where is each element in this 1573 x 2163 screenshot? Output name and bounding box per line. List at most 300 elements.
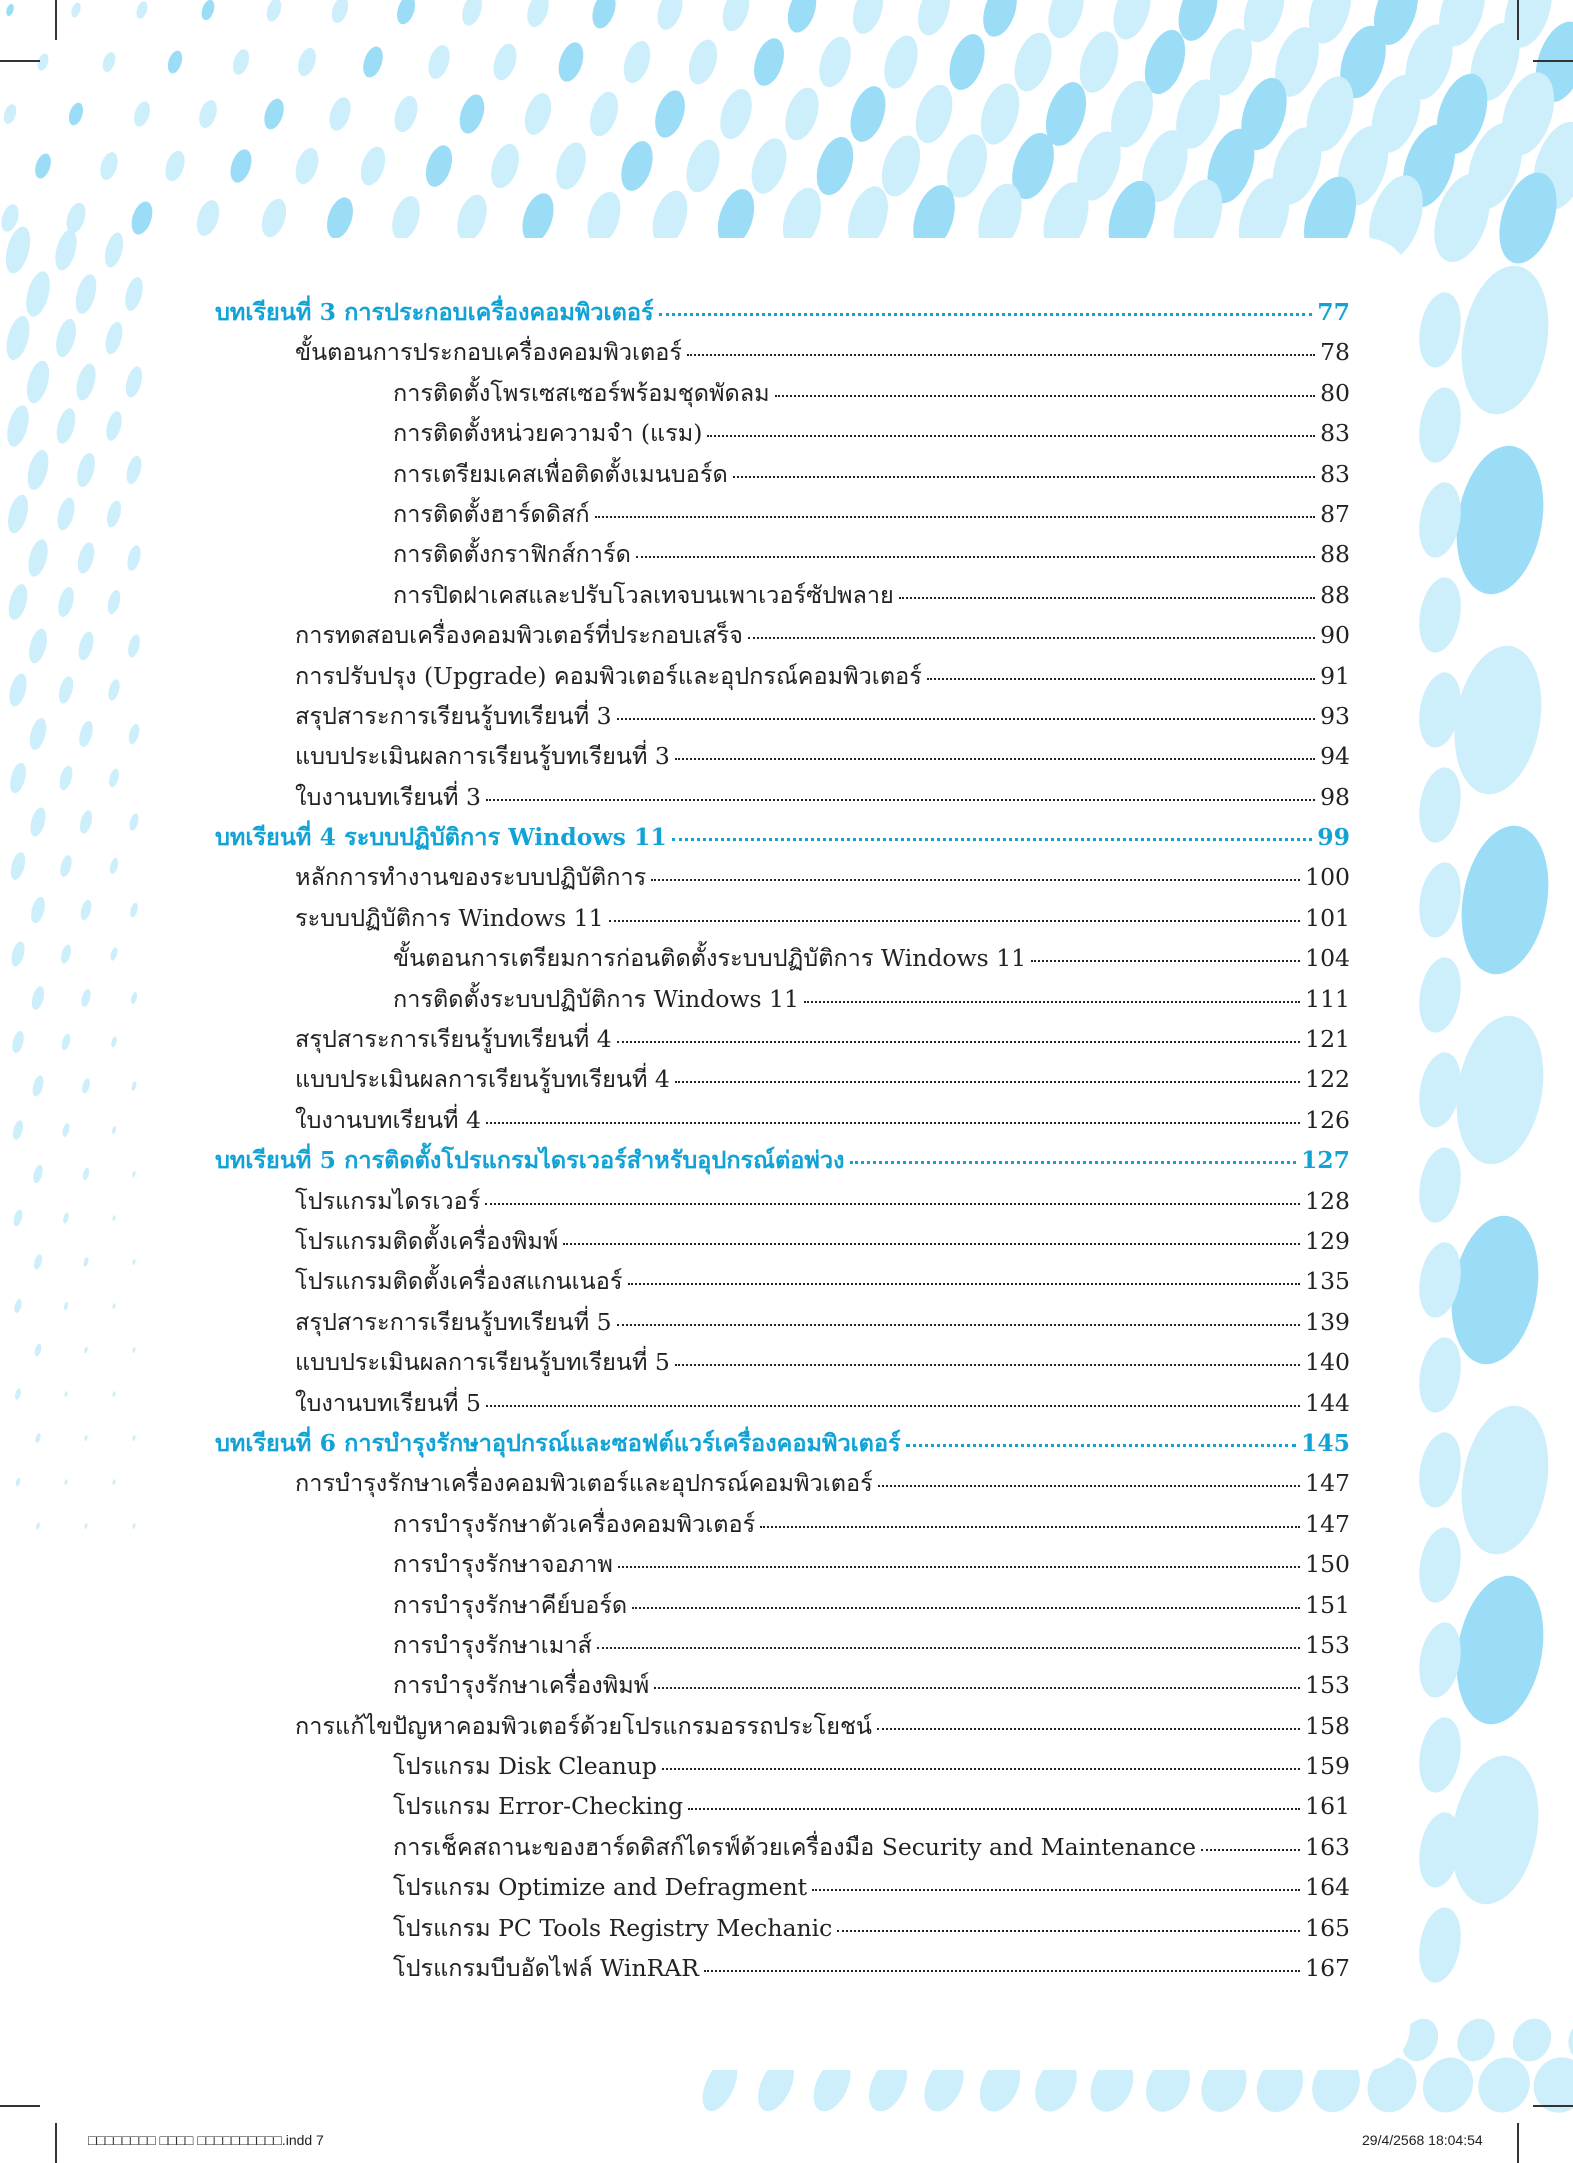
decorative-dot (84, 1523, 88, 1529)
toc-entry-page: 158 (1305, 1711, 1350, 1740)
toc-entry (215, 1463, 1350, 1503)
toc-entry-page: 91 (1320, 661, 1350, 690)
toc-entry-title: ขั้นตอนการเตรียมการก่อนติดตั้งระบบปฏิบัติการ Windows 11 (393, 944, 1027, 973)
decorative-dot (1444, 639, 1553, 801)
decorative-dot (193, 197, 224, 238)
toc-entry (215, 575, 1350, 615)
decorative-dot (66, 101, 85, 127)
decorative-dot (1, 103, 18, 126)
dot-leader (609, 920, 1301, 922)
decorative-dot (15, 1477, 21, 1487)
decorative-dot (199, 0, 216, 22)
decorative-dot (653, 0, 687, 33)
toc-entry (215, 979, 1350, 1019)
toc-entry-title: การแก้ไขปัญหาคอมพิวเตอร์ด้วยโปรแกรมอรรถประโยชน์ (295, 1711, 873, 1740)
decorative-dot (1451, 1399, 1560, 1561)
dot-leader (899, 597, 1315, 599)
dot-leader (687, 354, 1315, 356)
decorative-dot (132, 1170, 137, 1177)
dot-leader (748, 637, 1315, 639)
decorative-dot (102, 320, 125, 356)
toc-entry-page: 163 (1305, 1832, 1350, 1861)
decorative-dot (264, 0, 284, 23)
toc-entry-title: ใบงานบทเรียนที่ 3 (295, 782, 481, 811)
toc-entry-page: 94 (1320, 742, 1350, 771)
decorative-dot (10, 1030, 26, 1055)
decorative-dot (554, 39, 588, 85)
decorative-dot (616, 137, 659, 195)
decorative-dot (329, 0, 351, 25)
decorative-dot (30, 985, 47, 1011)
dot-leader (617, 718, 1315, 720)
decorative-dot (33, 1253, 44, 1270)
decorative-dot (452, 191, 492, 245)
decorative-dot (5, 582, 31, 622)
decorative-dot (102, 231, 127, 270)
decorative-dot (108, 857, 119, 875)
toc-entry-title: การบำรุงรักษาเมาส์ (393, 1630, 592, 1659)
toc-entry (215, 1100, 1350, 1140)
toc-entry-page: 121 (1305, 1025, 1350, 1054)
toc-entry (215, 696, 1350, 736)
decorative-dot (1446, 439, 1555, 601)
decorative-dot (390, 93, 421, 135)
dot-leader (595, 516, 1316, 518)
toc-entry-page: 153 (1305, 1671, 1350, 1700)
decorative-dot (82, 1167, 91, 1181)
toc-entry (215, 1746, 1350, 1786)
toc-entry (215, 1383, 1350, 1423)
toc-entry-title: โปรแกรมติดตั้งเครื่องพิมพ์ (295, 1226, 559, 1255)
crop-mark (1533, 2105, 1573, 2107)
toc-entry-title: สรุปสาระการเรียนรู้บทเรียนที่ 4 (295, 1025, 612, 1054)
decorative-dot (52, 317, 79, 359)
decorative-dot (100, 50, 117, 73)
decorative-dot (714, 85, 757, 143)
decorative-dot (104, 499, 123, 529)
toc-entry-page: 93 (1320, 701, 1350, 730)
toc-entry-page: 111 (1305, 984, 1350, 1013)
decorative-dot (1414, 1619, 1467, 1701)
decorative-dot (1414, 574, 1467, 656)
decorative-dot (130, 991, 138, 1004)
toc-entry-page: 88 (1320, 540, 1350, 569)
decorative-dot (551, 139, 592, 194)
toc-entry-page: 99 (1317, 823, 1350, 852)
decorative-dot (1414, 1334, 1467, 1416)
toc-entry-page: 128 (1305, 1186, 1350, 1215)
decorative-dot (76, 630, 96, 662)
toc-entry-page: 98 (1320, 782, 1350, 811)
dot-leader (563, 1243, 1300, 1245)
decorative-dot (72, 272, 100, 316)
toc-entry-title: ระบบปฏิบัติการ Windows 11 (295, 903, 604, 932)
decorative-dot (619, 38, 655, 87)
decorative-dot (489, 41, 520, 83)
toc-entry-title: การติดตั้งโพรเซสเซอร์พร้อมชุดพัดลม (393, 378, 770, 407)
toc-entry (215, 534, 1350, 574)
decorative-dot (62, 1212, 70, 1224)
decorative-dot (54, 496, 77, 532)
toc-entry-page: 126 (1305, 1105, 1350, 1134)
dot-leader (804, 1001, 1300, 1003)
toc-entry (215, 1504, 1350, 1544)
toc-entry-title: แบบประเมินผลการเรียนรู้บทเรียนที่ 4 (295, 1065, 670, 1094)
decorative-dot (124, 454, 144, 485)
toc-entry-title: การปรับปรุง (Upgrade) คอมพิวเตอร์และอุปกรณ์คอมพิวเตอร์ (295, 661, 922, 690)
decorative-dot (128, 812, 140, 831)
toc-entry (215, 373, 1350, 413)
decorative-dot (105, 589, 122, 616)
decorative-dot (1414, 1904, 1467, 1986)
decorative-dot (33, 1343, 42, 1357)
slug-datetime: 29/4/2568 18:04:54 (1362, 2132, 1483, 2148)
decorative-dot (459, 0, 486, 28)
decorative-dot (36, 52, 51, 72)
decorative-dot (131, 99, 153, 128)
toc-entry-title: ใบงานบทเรียนที่ 5 (295, 1388, 481, 1417)
decorative-dot (29, 895, 48, 924)
decorative-dot (51, 227, 80, 272)
toc-entry-page: 167 (1305, 1954, 1350, 1983)
decorative-dot (1414, 859, 1467, 941)
decorative-dot (35, 1522, 40, 1530)
toc-entry (215, 413, 1350, 453)
crop-mark (1533, 60, 1573, 62)
toc-entry (215, 857, 1350, 897)
toc-entry-title: แบบประเมินผลการเรียนรู้บทเรียนที่ 5 (295, 1348, 670, 1377)
dot-leader (597, 1647, 1300, 1649)
toc-chapter-entry (215, 292, 1350, 332)
toc-entry-title: การทดสอบเครื่องคอมพิวเตอร์ที่ประกอบเสร็จ (295, 621, 743, 650)
decorative-dot (810, 132, 860, 199)
toc-entry-title: โปรแกรมบีบอัดไฟล์ WinRAR (393, 1954, 699, 1983)
toc-entry-title: บทเรียนที่ 3 การประกอบเครื่องคอมพิวเตอร์ (215, 298, 654, 326)
decorative-dot (291, 145, 322, 187)
decorative-dot (7, 761, 29, 795)
decorative-dot (70, 1, 83, 18)
decorative-dot (585, 88, 623, 140)
toc-entry (215, 1706, 1350, 1746)
decorative-dot (6, 672, 30, 709)
dot-leader (704, 1970, 1300, 1972)
decorative-dot (1414, 289, 1467, 371)
decorative-dot (131, 1081, 138, 1091)
dot-leader (760, 1526, 1300, 1528)
crop-mark (0, 2105, 40, 2107)
decorative-dot (22, 269, 54, 319)
decorative-dot (73, 362, 99, 403)
toc-entry-page: 151 (1305, 1590, 1350, 1619)
decorative-dot (3, 403, 32, 449)
dot-leader (906, 1444, 1296, 1447)
dot-leader (707, 435, 1315, 437)
decorative-dot (912, 0, 956, 39)
decorative-dot (59, 943, 73, 964)
decorative-dot (684, 36, 723, 88)
toc-entry-title: การเช็คสถานะของฮาร์ดดิสก์ไดรฟ์ด้วยเครื่องมือ Security and Maintenance (393, 1832, 1197, 1861)
decorative-dot (1446, 1009, 1555, 1171)
dot-leader (659, 313, 1313, 316)
decorative-dot (421, 142, 457, 190)
decorative-dot (1414, 384, 1467, 466)
decorative-dot (1446, 1569, 1555, 1731)
crop-mark (0, 60, 40, 62)
decorative-dot (64, 1391, 68, 1397)
toc-entry-title: การติดตั้งหน่วยความจำ (แรม) (393, 419, 703, 448)
toc-entry-page: 140 (1305, 1348, 1350, 1377)
decorative-dot (5, 3, 15, 17)
decorative-dot (60, 1033, 72, 1051)
toc-entry (215, 1948, 1350, 1988)
decorative-dot (162, 148, 188, 183)
toc-entry-title: โปรแกรม Disk Cleanup (393, 1752, 657, 1781)
decorative-dot (1414, 1524, 1467, 1606)
toc-entry (215, 1181, 1350, 1221)
toc-entry (215, 494, 1350, 534)
decorative-dot (4, 493, 31, 536)
toc-entry-page: 150 (1305, 1550, 1350, 1579)
toc-entry-title: การบำรุงรักษาคีย์บอร์ด (393, 1590, 628, 1619)
decorative-dot (1414, 1714, 1467, 1796)
toc-entry-title: โปรแกรม Error-Checking (393, 1792, 684, 1821)
decorative-dot (122, 275, 146, 312)
toc-chapter-entry (215, 817, 1350, 857)
toc-entry-page: 104 (1305, 944, 1350, 973)
decorative-dot (11, 1119, 25, 1141)
decorative-dot (588, 0, 620, 31)
crop-mark (1517, 2123, 1519, 2163)
toc-entry-title: ใบงานบทเรียนที่ 4 (295, 1105, 481, 1134)
decorative-dot (32, 1164, 45, 1184)
decorative-dot (356, 144, 389, 189)
dot-leader (878, 1485, 1300, 1487)
table-of-contents (215, 292, 1350, 1988)
toc-entry (215, 454, 1350, 494)
decorative-dot (12, 1209, 24, 1228)
decorative-dot (53, 406, 78, 445)
toc-entry-page: 161 (1305, 1792, 1350, 1821)
decorative-dot (55, 585, 76, 618)
decorative-dot (28, 806, 49, 838)
decorative-dot (14, 1388, 22, 1401)
toc-entry-title: ขั้นตอนการประกอบเครื่องคอมพิวเตอร์ (295, 338, 683, 367)
crop-mark (55, 2123, 57, 2163)
decorative-dot (63, 200, 89, 235)
decorative-dot (943, 30, 991, 95)
dot-leader (672, 838, 1313, 841)
decorative-dot (718, 0, 754, 35)
decorative-dot (61, 1122, 71, 1137)
toc-entry-page: 165 (1305, 1913, 1350, 1942)
decorative-dot (13, 1298, 23, 1314)
toc-entry-page: 144 (1305, 1388, 1350, 1417)
toc-entry-title: หลักการทำงานของระบบปฏิบัติการ (295, 863, 647, 892)
decorative-dot (813, 33, 856, 91)
decorative-dot (230, 47, 252, 77)
decorative-dot (2, 314, 33, 363)
dot-leader (688, 1808, 1300, 1810)
toc-entry-title: การเตรียมเคสเพื่อติดตั้งเมนบอร์ด (393, 459, 728, 488)
toc-entry (215, 1908, 1350, 1948)
decorative-dot (75, 541, 97, 576)
toc-entry-page: 80 (1320, 378, 1350, 407)
toc-entry-page: 122 (1305, 1065, 1350, 1094)
decorative-dot (326, 95, 355, 134)
dot-leader (636, 556, 1315, 558)
toc-entry-page: 78 (1320, 338, 1350, 367)
decorative-dot (112, 1391, 116, 1397)
decorative-dot (112, 1479, 116, 1485)
decorative-dot (1414, 764, 1467, 846)
dot-leader (812, 1889, 1300, 1891)
decorative-dot (111, 1126, 117, 1135)
dot-leader (1031, 960, 1300, 962)
toc-entry-title: การติดตั้งกราฟิกส์การ์ด (393, 540, 631, 569)
dot-leader (837, 1930, 1300, 1932)
decorative-dot (680, 136, 725, 197)
decorative-dot (1414, 1429, 1467, 1511)
toc-entry-title: บทเรียนที่ 6 การบำรุงรักษาอุปกรณ์และซอฟต์แวร์เครื่องคอมพิวเตอร์ (215, 1428, 901, 1457)
toc-entry-title: การบำรุงรักษาตัวเครื่องคอมพิวเตอร์ (393, 1509, 756, 1538)
decorative-dot (387, 192, 425, 243)
toc-entry-page: 83 (1320, 419, 1350, 448)
decorative-dot (779, 83, 824, 144)
toc-entry (215, 1302, 1350, 1342)
dot-leader (675, 758, 1315, 760)
toc-entry (215, 1585, 1350, 1625)
decorative-dot (8, 851, 28, 882)
toc-entry-page: 88 (1320, 580, 1350, 609)
decorative-dot (110, 1036, 117, 1048)
decorative-dot (261, 96, 287, 132)
decorative-dot (56, 675, 75, 705)
decorative-dot (847, 0, 888, 38)
toc-entry-page: 145 (1300, 1428, 1350, 1457)
toc-entry-title: โปรแกรมไดรเวอร์ (295, 1186, 481, 1215)
toc-entry-title: การบำรุงรักษาจอภาพ (393, 1550, 613, 1579)
toc-entry-page: 139 (1305, 1307, 1350, 1336)
decorative-dot (34, 1432, 41, 1443)
dot-leader (675, 1364, 1300, 1366)
toc-entry (215, 615, 1350, 655)
decorative-dot (394, 0, 419, 27)
decorative-dot (520, 90, 556, 138)
toc-entry (215, 656, 1350, 696)
dot-leader (632, 1607, 1300, 1609)
decorative-dot (196, 98, 220, 131)
toc-entry (215, 938, 1350, 978)
toc-entry (215, 898, 1350, 938)
toc-entry-page: 129 (1305, 1226, 1350, 1255)
decorative-dot (57, 764, 74, 791)
toc-entry-page: 147 (1305, 1469, 1350, 1498)
decorative-dot (106, 678, 121, 702)
decorative-dot (24, 448, 52, 492)
dot-leader (850, 1161, 1296, 1164)
decorative-dot (129, 902, 139, 918)
toc-entry (215, 1625, 1350, 1665)
toc-entry-title: การติดตั้งฮาร์ดดิสก์ (393, 499, 590, 528)
decorative-dot (112, 1215, 116, 1221)
decorative-dot (27, 716, 50, 751)
toc-entry-page: 164 (1305, 1873, 1350, 1902)
decorative-dot (23, 358, 53, 405)
toc-entry-title: โปรแกรม Optimize and Defragment (393, 1873, 808, 1902)
decorative-dot (1, 224, 34, 276)
toc-entry (215, 1786, 1350, 1826)
toc-entry (215, 1665, 1350, 1705)
toc-entry-page: 101 (1305, 903, 1350, 932)
toc-entry (215, 1059, 1350, 1099)
toc-entry-page: 90 (1320, 621, 1350, 650)
toc-entry (215, 1261, 1350, 1301)
decorative-dot (295, 46, 319, 79)
dot-leader (651, 879, 1300, 881)
decorative-dot (977, 0, 1023, 41)
dot-leader (617, 1324, 1301, 1326)
toc-entry-title: โปรแกรม PC Tools Registry Mechanic (393, 1913, 833, 1942)
decorative-dot (80, 988, 93, 1008)
decorative-dot (81, 1078, 92, 1095)
toc-entry-title: สรุปสาระการเรียนรู้บทเรียนที่ 3 (295, 701, 612, 730)
decorative-dot (9, 940, 27, 968)
dot-leader (775, 395, 1315, 397)
dot-leader (618, 1566, 1300, 1568)
toc-entry-page: 153 (1305, 1630, 1350, 1659)
toc-entry-title: สรุปสาระการเรียนรู้บทเรียนที่ 5 (295, 1307, 612, 1336)
decorative-dot (64, 1479, 68, 1485)
dot-leader (675, 1081, 1300, 1083)
decorative-dot (783, 0, 822, 36)
toc-entry (215, 736, 1350, 776)
decorative-dot (26, 627, 51, 665)
toc-entry-page: 135 (1305, 1267, 1350, 1296)
toc-entry-page: 77 (1317, 298, 1350, 326)
dot-leader (485, 1203, 1300, 1205)
crop-mark (1517, 0, 1519, 40)
decorative-dot (74, 451, 98, 489)
toc-entry-title: แบบประเมินผลการเรียนรู้บทเรียนที่ 3 (295, 742, 670, 771)
decorative-dot (32, 152, 54, 181)
dot-leader (927, 678, 1315, 680)
decorative-dot (123, 365, 145, 399)
toc-entry (215, 1342, 1350, 1382)
toc-entry (215, 777, 1350, 817)
slug-filename: □□□□□□□□ □□□□ □□□□□□□□□□.indd 7 (88, 2132, 324, 2148)
decorative-dot (132, 1347, 136, 1353)
decorative-dot (78, 809, 95, 835)
decorative-dot (84, 1435, 88, 1441)
decorative-dot (1008, 28, 1058, 96)
decorative-dot (165, 49, 185, 75)
decorative-dot (63, 1301, 69, 1310)
toc-chapter-entry (215, 1140, 1350, 1180)
decorative-dot (79, 899, 94, 922)
decorative-dot (25, 537, 51, 578)
toc-entry-page: 87 (1320, 499, 1350, 528)
decorative-dot (126, 633, 142, 658)
decorative-dot (227, 147, 256, 186)
toc-entry (215, 332, 1350, 372)
dot-leader (486, 1122, 1300, 1124)
toc-entry (215, 1221, 1350, 1261)
toc-entry-title: การติดตั้งระบบปฏิบัติการ Windows 11 (393, 984, 799, 1013)
dot-leader (486, 1405, 1300, 1407)
dot-leader (662, 1768, 1300, 1770)
decorative-dot (650, 87, 691, 142)
decorative-dot (1451, 819, 1560, 981)
